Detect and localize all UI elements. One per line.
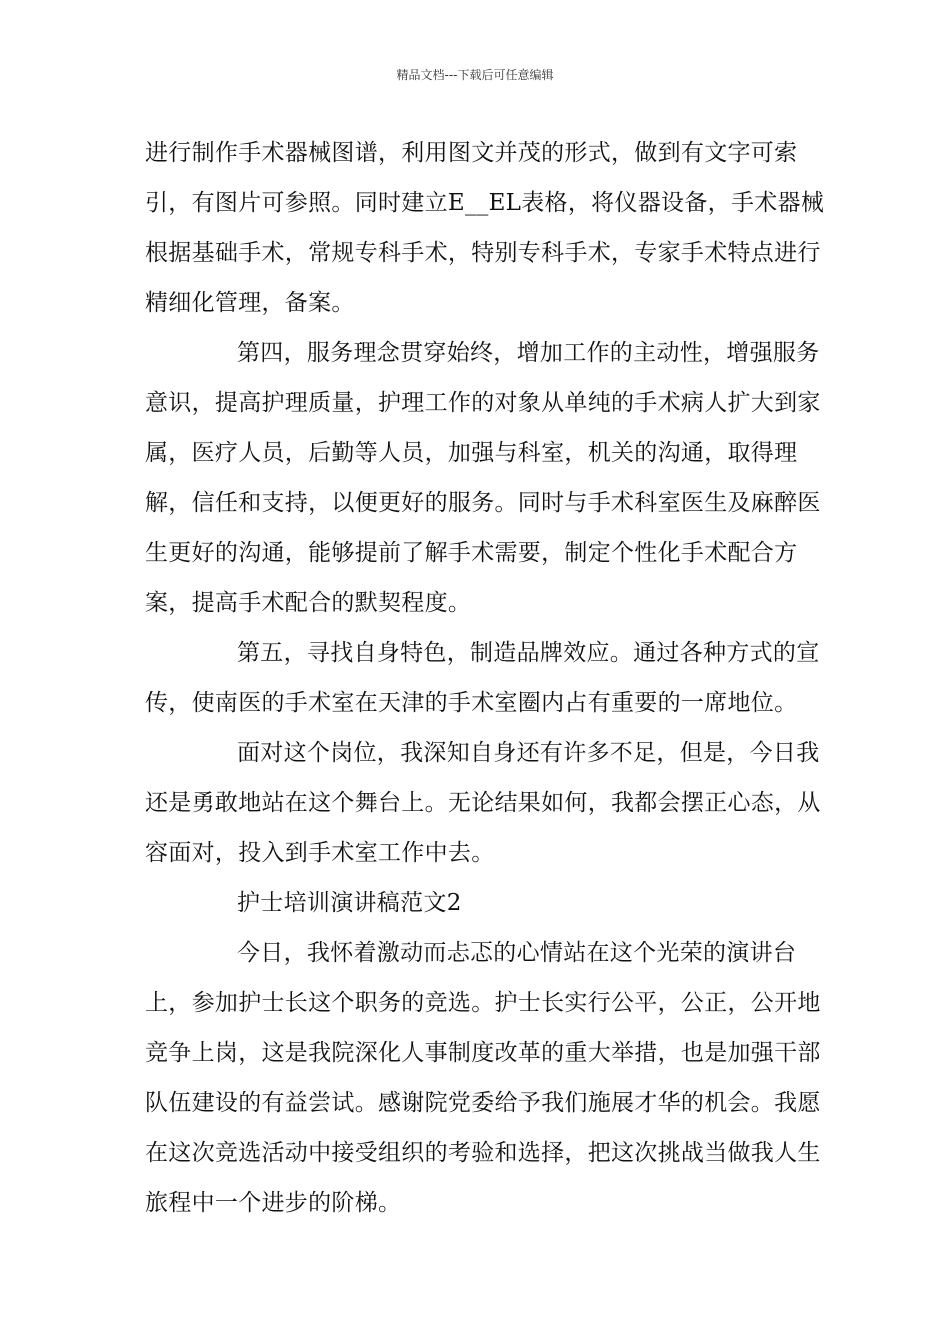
paragraph-fourth-point: 第四，服务理念贯穿始终，增加工作的主动性，增强服务意识，提高护理质量，护理工作的对象从单纯的手术病人扩大到家属，医疗人员，后勤等人员，加强与科室，机关的沟通，取得理解，信任和支持，以便更好的服务。同时与手术科室医生及麻醉医生更好的沟通，能够提前了解手术需要，制定个性化手术配合方案，提高手术配合的默契程度。 bbox=[145, 340, 821, 616]
document-body bbox=[145, 128, 835, 1228]
section-heading: 护士培训演讲稿范文2 bbox=[237, 890, 462, 916]
paragraph-closing: 面对这个岗位，我深知自身还有许多不足，但是，今日我还是勇敢地站在这个舞台上。无论结果如何，我都会摆正心态，从容面对，投入到手术室工作中去。 bbox=[145, 740, 821, 866]
paragraph-speech-2-intro: 今日，我怀着激动而忐忑的心情站在这个光荣的演讲台上，参加护士长这个职务的竞选。护士长实行公平，公正，公开地竞争上岗，这是我院深化人事制度改革的重大举措，也是加强干部队伍建设的有益尝试。感谢院党委给予我们施展才华的机会。我愿在这次竞选活动中接受组织的考验和选择，把这次挑战当做我人生旅程中一个进步的阶梯。 bbox=[145, 940, 821, 1216]
page-header: 精品文档---下载后可任意编辑 bbox=[396, 68, 554, 82]
paragraph-fifth-point: 第五，寻找自身特色，制造品牌效应。通过各种方式的宣传，使南医的手术室在天津的手术室圈内占有重要的一席地位。 bbox=[145, 640, 820, 716]
paragraph-continuation: 进行制作手术器械图谱，利用图文并茂的形式，做到有文字可索引，有图片可参照。同时建立E__EL表格，将仪器设备，手术器械根据基础手术，常规专科手术，特别专科手术，专家手术特点进行精细化管理，备案。 bbox=[145, 140, 825, 316]
